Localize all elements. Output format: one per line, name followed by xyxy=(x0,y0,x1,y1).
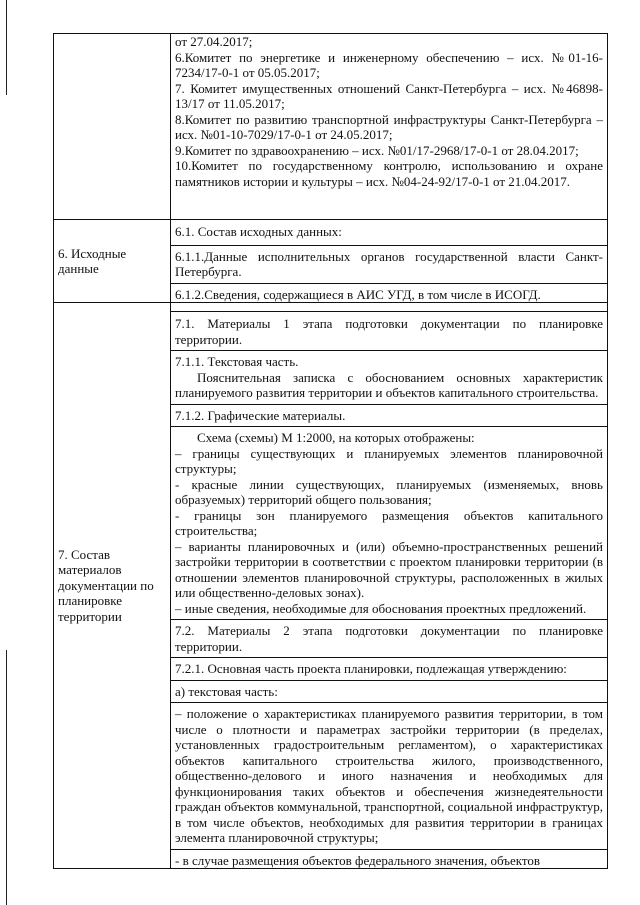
list-item: 6.Комитет по энергетике и инженерному обеспечению – исх. №01-16-7234/17-0-1 от 05.05.2017; xyxy=(175,49,603,80)
row-label: 7. Состав материалов документации по планировке территории xyxy=(58,546,154,624)
list-item: Пояснительная записка с обоснованием основных характеристик планируемого развития территории и объектов капитального строительства. xyxy=(175,369,603,400)
row-content-cell xyxy=(171,220,608,303)
list-item: от 27.04.2017; xyxy=(175,34,253,49)
list-item: – иные сведения, необходимые для обоснования проектных предложений. xyxy=(175,600,587,616)
table-row xyxy=(54,34,608,220)
row-content-cell xyxy=(171,34,608,220)
list-item: - границы зон планируемого размещения объектов капитального строительства; xyxy=(175,507,603,538)
list-item: 6.1.1.Данные исполнительных органов государственной власти Санкт-Петербурга. xyxy=(175,248,603,279)
row-content-cell xyxy=(171,303,608,869)
list-item: 7.1.1. Текстовая часть. xyxy=(175,354,299,369)
table-row xyxy=(54,220,608,303)
list-item: 6.1.2.Сведения, содержащиеся в АИС УГД, в том числе в ИСОГД. xyxy=(175,286,541,302)
list-item: Схема (схемы) М 1:2000, на которых отображены: xyxy=(197,430,475,445)
list-item: 7.1.2. Графические материалы. xyxy=(175,407,346,423)
list-item: - красные линии существующих, планируемых (изменяемых, вновь образуемых) территорий общего пользования; xyxy=(175,476,603,507)
row-label: 6. Исходные данные xyxy=(58,245,127,276)
row-label-cell xyxy=(54,303,171,869)
requirements-table xyxy=(53,33,608,869)
list-item: 7.2.1. Основная часть проекта планировки, подлежащая утверждению: xyxy=(175,661,567,676)
row-label-cell xyxy=(54,220,171,303)
table-row xyxy=(54,303,608,869)
list-item: – положение о характеристиках планируемого развития территории, в том числе о плотности и параметрах застройки территории (в пределах, установленных градостроительным регламентом), о характеристиках объектов капитального строительства жилого, производственного, общественно-делового и иного назначения и необходимых для функционирования таких объектов и обеспечения жизнедеятельности граждан объектов коммунальной, транспортной, социальной инфраструктур, в том числе объектов, необходимых для развития территории в границах элемента планировочной структуры; xyxy=(175,706,603,845)
list-item: 9.Комитет по здравоохранению – исх. №01/17-2968/17-0-1 от 28.04.2017; xyxy=(175,142,579,158)
list-item: 7.1. Материалы 1 этапа подготовки документации по планировке территории. xyxy=(175,316,603,347)
row-label-cell xyxy=(54,34,171,220)
list-item: 7. Комитет имущественных отношений Санкт-Петербурга – исх. №46898-13/17 от 11.05.2017; xyxy=(175,80,603,111)
scan-edge-mark-bottom xyxy=(6,650,7,905)
list-item: - в случае размещения объектов федерального значения, объектов xyxy=(175,852,541,868)
list-item: 8.Комитет по развитию транспортной инфраструктуры Санкт-Петербурга – исх. №01-10-7029/17-0-1 от 24.05.2017; xyxy=(175,111,603,142)
list-item: 10.Комитет по государственному контролю, использованию и охране памятников истории и культуры – исх. №04-24-92/17-0-1 от 21.04.2017. xyxy=(175,158,603,189)
list-item: – варианты планировочных и (или) объемно-пространственных решений застройки территории в соответствии с проектом планировки территории (в отношении элементов планировочной структуры, расположенных в жилых или общественно-деловых зонах). xyxy=(175,538,603,600)
scan-edge-mark-top xyxy=(6,0,7,95)
list-item: 7.2. Материалы 2 этапа подготовки документации по планировке территории. xyxy=(175,623,603,654)
list-item: 6.1. Состав исходных данных: xyxy=(175,224,342,239)
list-item: – границы существующих и планируемых элементов планировочной структуры; xyxy=(175,445,603,476)
list-item: а) текстовая часть: xyxy=(175,683,278,699)
